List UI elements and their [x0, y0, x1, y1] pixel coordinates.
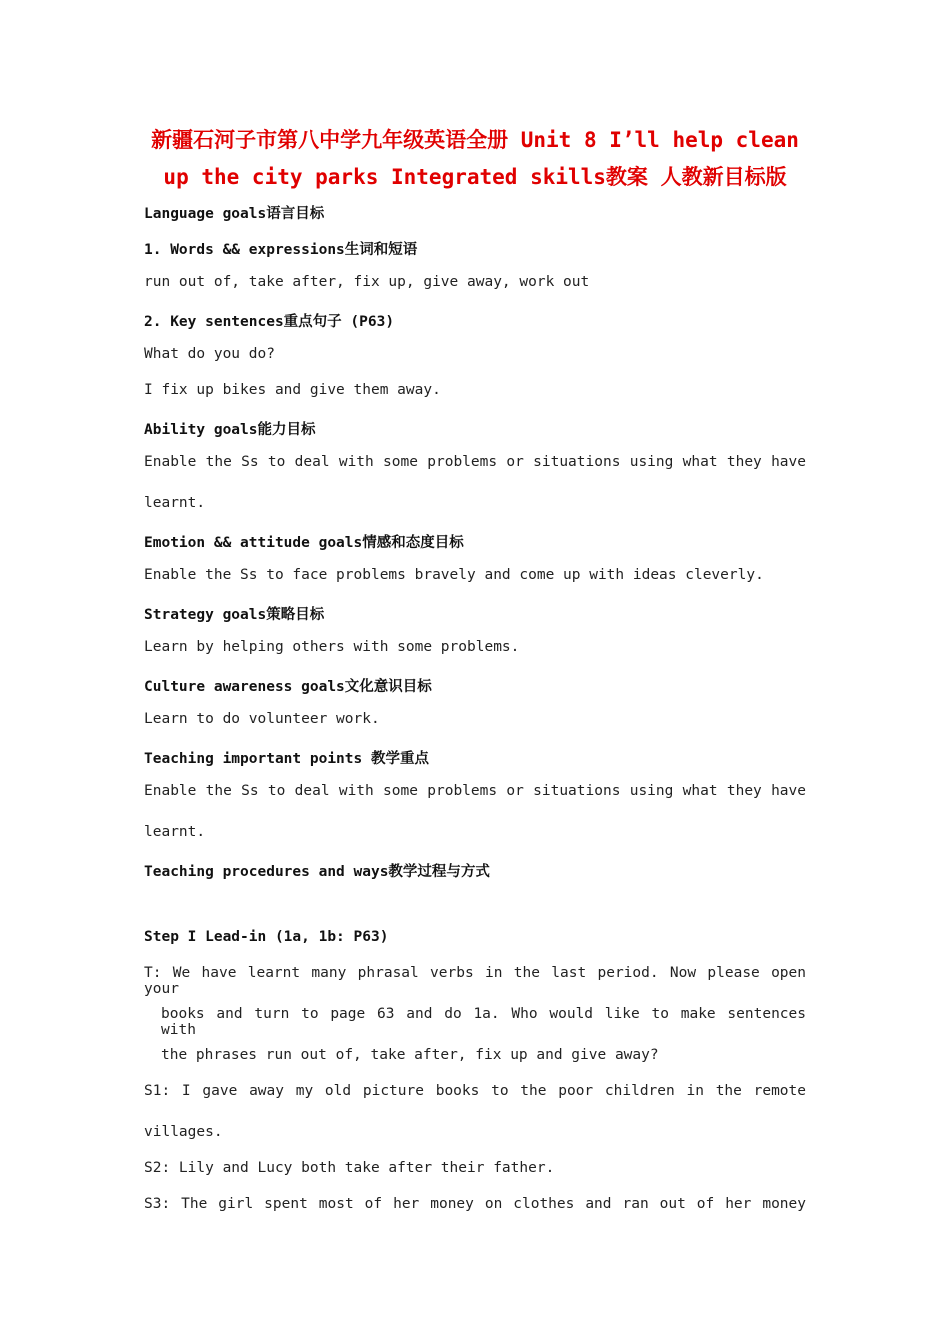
text-teacher-line-1: T: We have learnt many phrasal verbs in the last period. Now please open your	[144, 965, 806, 997]
text-phrases: run out of, take after, fix up, give away, work out	[144, 274, 590, 290]
heading-emotion-goals: Emotion && attitude goals情感和态度目标	[144, 535, 464, 551]
text-culture-goals: Learn to do volunteer work.	[144, 711, 380, 727]
text-teaching-points: Enable the Ss to deal with some problems or situations using what they have	[144, 783, 806, 799]
document-title-line-2: up the city parks Integrated skills教案 人教新目标版	[163, 165, 787, 189]
heading-words-expressions: 1. Words && expressions生词和短语	[144, 242, 418, 258]
text-teacher-line-2: books and turn to page 63 and do 1a. Who would like to make sentences with	[161, 1006, 806, 1038]
text-teacher-line-3: the phrases run out of, take after, fix up and give away?	[161, 1047, 659, 1063]
heading-language-goals: Language goals语言目标	[144, 206, 325, 222]
text-ability-goals-cont: learnt.	[144, 495, 206, 511]
text-teaching-points-cont: learnt.	[144, 824, 206, 840]
text-emotion-goals: Enable the Ss to face problems bravely and come up with ideas cleverly.	[144, 567, 764, 583]
heading-culture-goals: Culture awareness goals文化意识目标	[144, 679, 432, 695]
heading-teaching-procedures: Teaching procedures and ways教学过程与方式	[144, 864, 490, 880]
text-sentence-2: I fix up bikes and give them away.	[144, 382, 441, 398]
text-student-2: S2: Lily and Lucy both take after their father.	[144, 1160, 555, 1176]
text-student-1: S1: I gave away my old picture books to the poor children in the remote	[144, 1083, 806, 1099]
heading-ability-goals: Ability goals能力目标	[144, 422, 316, 438]
heading-teaching-points: Teaching important points 教学重点	[144, 751, 429, 767]
heading-strategy-goals: Strategy goals策略目标	[144, 607, 325, 623]
text-student-1-cont: villages.	[144, 1124, 223, 1140]
document-title-line-1: 新疆石河子市第八中学九年级英语全册 Unit 8 I’ll help clean	[151, 128, 799, 152]
text-strategy-goals: Learn by helping others with some problems.	[144, 639, 520, 655]
heading-key-sentences: 2. Key sentences重点句子 (P63)	[144, 314, 395, 330]
heading-step-1: Step I Lead-in (1a, 1b: P63)	[144, 929, 389, 945]
text-sentence-1: What do you do?	[144, 346, 275, 362]
text-ability-goals: Enable the Ss to deal with some problems or situations using what they have	[144, 454, 806, 470]
text-student-3: S3: The girl spent most of her money on clothes and ran out of her money	[144, 1196, 806, 1212]
